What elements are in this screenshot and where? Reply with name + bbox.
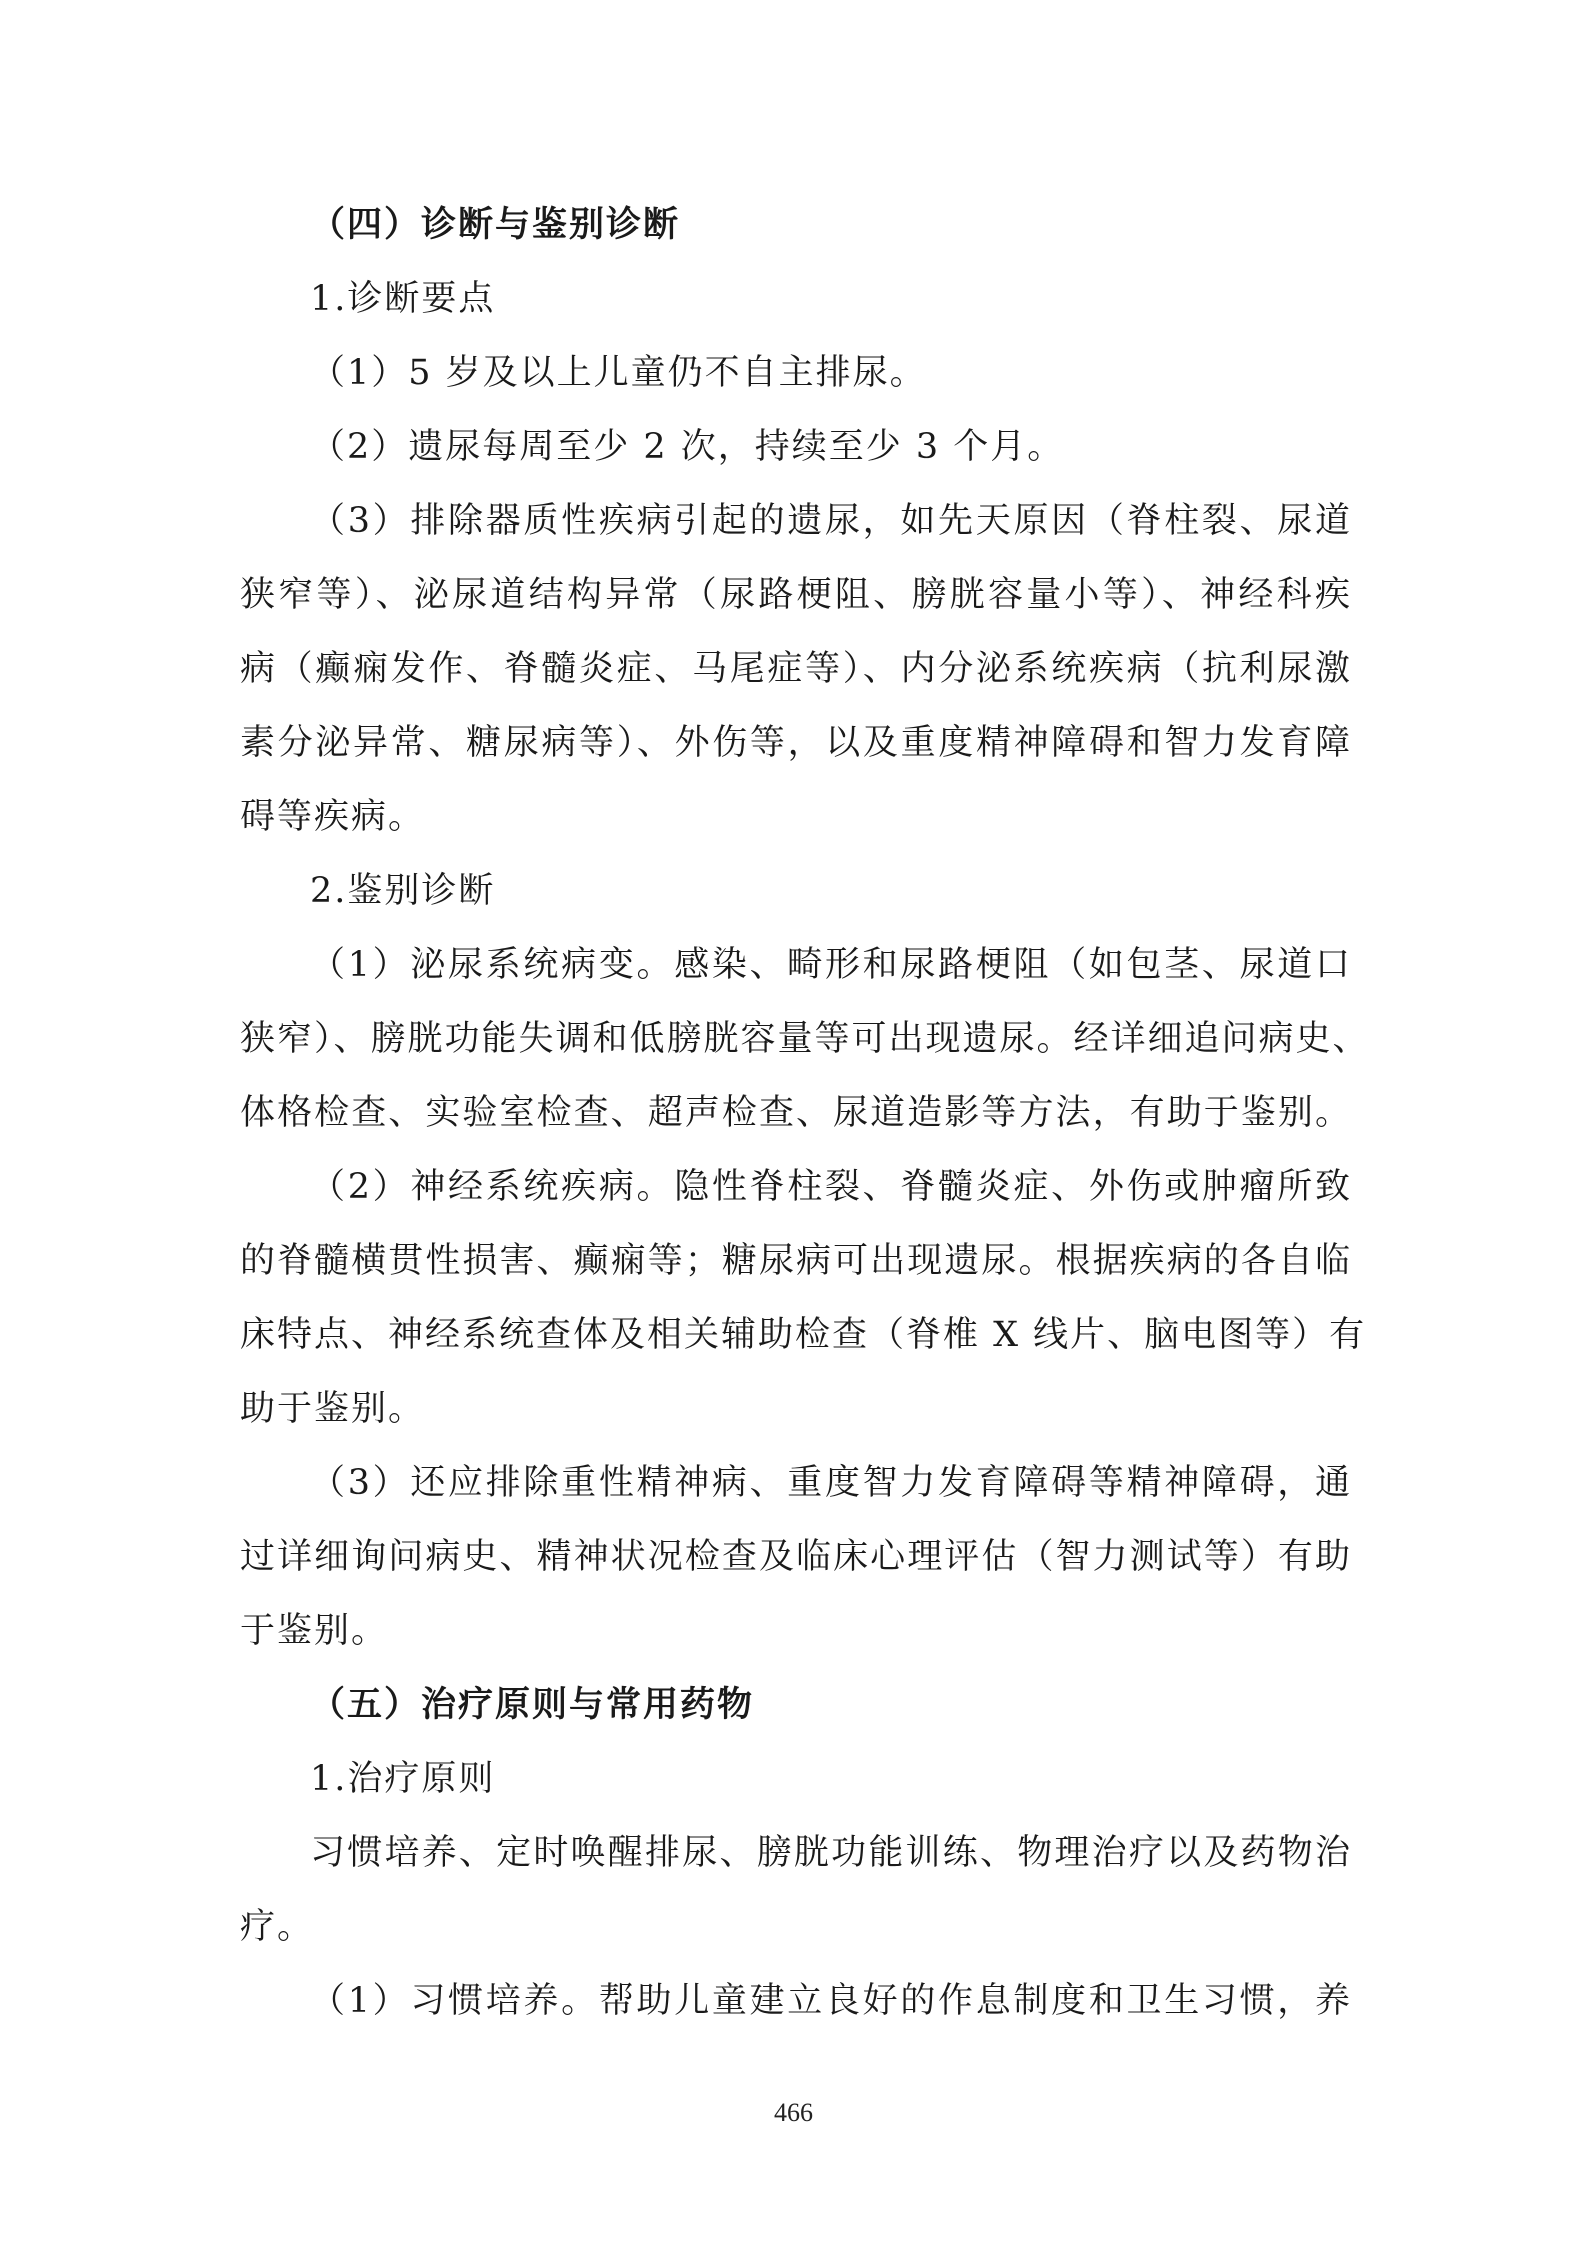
text-line: 素分泌异常、糖尿病等）、外伤等，以及重度精神障碍和智力发育障 — [240, 723, 1352, 763]
text-line: （2）遗尿每周至少 2 次，持续至少 3 个月。 — [310, 427, 1065, 467]
text-line: （3）排除器质性疾病引起的遗尿，如先天原因（脊柱裂、尿道 — [310, 501, 1352, 541]
text-line: 2.鉴别诊断 — [310, 871, 496, 911]
text-line: 体格检查、实验室检查、超声检查、尿道造影等方法，有助于鉴别。 — [240, 1093, 1352, 1133]
text-line: 过详细询问病史、精神状况检查及临床心理评估（智力测试等）有助 — [240, 1537, 1352, 1577]
text-line: 1.治疗原则 — [310, 1759, 496, 1799]
text-line: 的脊髓横贯性损害、癫痫等；糖尿病可出现遗尿。根据疾病的各自临 — [240, 1241, 1352, 1281]
text-line: 病（癫痫发作、脊髓炎症、马尾症等）、内分泌系统疾病（抗利尿激 — [240, 649, 1352, 689]
text-line: 疗。 — [240, 1907, 315, 1947]
text-line: （1）泌尿系统病变。感染、畸形和尿路梗阻（如包茎、尿道口 — [310, 945, 1352, 985]
text-line: （1）5 岁及以上儿童仍不自主排尿。 — [310, 353, 927, 393]
text-line: 碍等疾病。 — [240, 797, 426, 837]
text-line: 习惯培养、定时唤醒排尿、膀胱功能训练、物理治疗以及药物治 — [310, 1833, 1352, 1873]
text-line: 于鉴别。 — [240, 1611, 389, 1651]
text-line: （2）神经系统疾病。隐性脊柱裂、脊髓炎症、外伤或肿瘤所致 — [310, 1167, 1352, 1207]
text-line: （3）还应排除重性精神病、重度智力发育障碍等精神障碍，通 — [310, 1463, 1352, 1503]
section-heading: （四）诊断与鉴别诊断 — [310, 204, 681, 245]
text-line: 床特点、神经系统查体及相关辅助检查（脊椎 X 线片、脑电图等）有 — [240, 1315, 1367, 1355]
text-line: （1）习惯培养。帮助儿童建立良好的作息制度和卫生习惯，养 — [310, 1981, 1352, 2021]
section-heading: （五）治疗原则与常用药物 — [310, 1684, 755, 1725]
text-line: 狭窄等）、泌尿道结构异常（尿路梗阻、膀胱容量小等）、神经科疾 — [240, 575, 1352, 615]
page-number: 466 — [774, 2098, 813, 2127]
document-body — [240, 188, 1370, 2038]
text-line: 助于鉴别。 — [240, 1389, 426, 1429]
text-line: 狭窄）、膀胱功能失调和低膀胱容量等可出现遗尿。经详细追问病史、 — [240, 1019, 1370, 1059]
text-line: 1.诊断要点 — [310, 279, 496, 319]
